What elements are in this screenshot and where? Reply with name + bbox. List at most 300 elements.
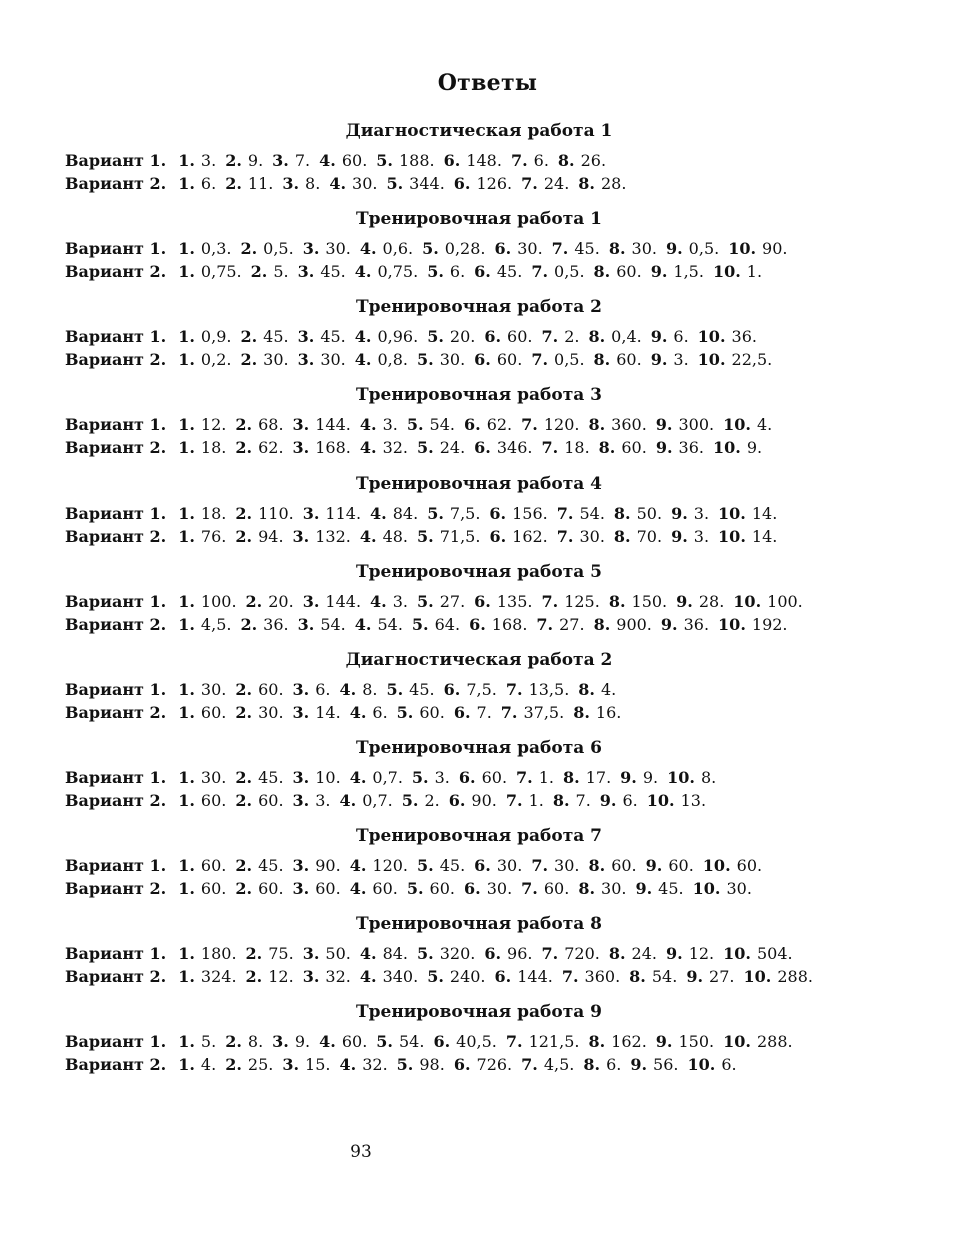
answer-number: 3. (302, 504, 320, 523)
answer-item (495, 239, 552, 258)
answer-item (454, 174, 521, 193)
answer-number: 3. (302, 967, 320, 986)
answer-value: 1. (528, 791, 544, 810)
answer-item (235, 768, 292, 787)
answer-number: 8. (578, 174, 595, 193)
answer-item (506, 791, 553, 810)
answer-item (718, 615, 796, 634)
answer-item (511, 151, 558, 170)
answer-number: 1. (178, 151, 195, 170)
answer-section (65, 206, 925, 283)
answer-item (293, 879, 350, 898)
answer-number: 9. (655, 415, 673, 434)
answer-item (609, 592, 676, 611)
answer-item (246, 944, 303, 963)
variant-row (65, 237, 925, 260)
answer-number: 1. (178, 592, 195, 611)
answer-number: 7. (531, 350, 549, 369)
answer-number: 10. (723, 1032, 751, 1051)
answer-value: 98. (419, 1055, 445, 1074)
answer-item (251, 262, 298, 281)
answer-number: 9. (671, 527, 688, 546)
answer-value: 20. (449, 327, 476, 346)
answer-value: 24. (543, 174, 570, 193)
answer-number: 4. (319, 151, 336, 170)
answer-number: 8. (629, 967, 646, 986)
answer-item (661, 615, 718, 634)
answer-value: 126. (476, 174, 513, 193)
answer-item (454, 703, 501, 722)
answer-number: 9. (650, 350, 668, 369)
answer-item (656, 438, 713, 457)
answer-value: 0,5. (688, 239, 720, 258)
answer-number: 2. (240, 327, 258, 346)
answer-item (178, 527, 235, 546)
answer-number: 10. (702, 856, 731, 875)
answer-item (713, 438, 771, 457)
variant-row (65, 525, 925, 548)
answer-value: 100. (200, 592, 237, 611)
answer-number: 10. (718, 504, 746, 523)
answer-section (65, 911, 925, 988)
answer-item (444, 151, 511, 170)
answer-item (293, 791, 340, 810)
answer-item (495, 967, 562, 986)
answer-value: 27. (559, 615, 585, 634)
answer-item (340, 791, 402, 810)
answer-section (65, 647, 925, 724)
answer-value: 7. (476, 703, 492, 722)
answer-value: 50. (636, 504, 663, 523)
answer-number: 3. (297, 615, 315, 634)
answer-item (594, 350, 651, 369)
answer-value: 121,5. (528, 1032, 580, 1051)
answer-section (65, 735, 925, 812)
answer-item (578, 174, 635, 193)
answer-number: 7. (505, 680, 523, 699)
answer-item (298, 615, 355, 634)
answer-value: 344. (409, 174, 445, 193)
answer-item (557, 504, 614, 523)
answer-value: 340. (382, 967, 419, 986)
variant-label: Вариант 1. (65, 504, 167, 523)
answer-item (370, 504, 427, 523)
answer-value: 45. (409, 680, 435, 699)
answer-number: 9. (655, 438, 673, 457)
answer-item (542, 327, 589, 346)
answer-value: 6. (200, 174, 217, 193)
answer-item (531, 350, 593, 369)
answer-item (178, 856, 235, 875)
answer-item (474, 262, 531, 281)
answer-value: 14. (751, 527, 778, 546)
answer-value: 30. (352, 174, 378, 193)
answer-item (541, 592, 608, 611)
answer-value: 30. (554, 856, 580, 875)
answer-number: 6. (464, 879, 481, 898)
answer-value: 30. (726, 879, 752, 898)
answer-number: 4. (354, 327, 372, 346)
answer-number: 6. (433, 1032, 451, 1051)
answer-number: 8. (552, 791, 570, 810)
answer-number: 8. (583, 1055, 601, 1074)
answer-item (588, 327, 650, 346)
answer-section (65, 118, 925, 195)
answer-number: 4. (359, 438, 377, 457)
section-title: Тренировочная работа 9 (355, 1002, 603, 1022)
variant-label: Вариант 1. (65, 680, 167, 699)
answer-number: 1. (178, 262, 195, 281)
variant-label: Вариант 2. (65, 791, 167, 810)
answer-value: 6. (315, 680, 331, 699)
answer-item (609, 239, 666, 258)
answer-number: 2. (235, 768, 253, 787)
answer-number: 2. (235, 504, 253, 523)
answer-item (484, 327, 541, 346)
answer-value: 70. (636, 527, 663, 546)
answer-value: 7. (294, 151, 311, 170)
answer-value: 13,5. (528, 680, 570, 699)
answer-value: 71,5. (439, 527, 481, 546)
answer-value: 6. (533, 151, 549, 170)
answer-item (484, 944, 541, 963)
variant-row (65, 789, 925, 812)
answer-number: 1. (178, 327, 195, 346)
answer-number: 10. (697, 350, 726, 369)
answer-value: 30. (517, 239, 543, 258)
answer-value: 12. (688, 944, 715, 963)
answer-value: 8. (247, 1032, 264, 1051)
answer-number: 2. (250, 262, 268, 281)
answer-number: 5. (396, 703, 414, 722)
answer-value: 1. (538, 768, 555, 787)
answer-number: 3. (302, 944, 320, 963)
answer-value: 240. (449, 967, 486, 986)
answer-number: 3. (272, 1032, 289, 1051)
answer-item (376, 1032, 433, 1051)
answer-number: 1. (178, 438, 195, 457)
answer-number: 6. (474, 262, 491, 281)
answer-value: 90. (471, 791, 497, 810)
variant-label: Вариант 2. (65, 703, 167, 722)
answer-item (671, 504, 718, 523)
answer-section (65, 294, 925, 371)
answer-item (521, 415, 588, 434)
answer-item (407, 415, 464, 434)
answer-item (402, 791, 449, 810)
page-number: 93 (350, 1142, 372, 1162)
section-title: Тренировочная работа 8 (355, 914, 603, 934)
answer-value: 0,5. (554, 262, 585, 281)
answer-value: 56. (653, 1055, 679, 1074)
answer-item (688, 1055, 746, 1074)
answer-value: 30. (325, 239, 351, 258)
answer-number: 2. (235, 415, 253, 434)
answer-item (629, 967, 686, 986)
answer-number: 5. (386, 174, 404, 193)
section-title: Тренировочная работа 5 (355, 562, 603, 582)
answer-value: 60. (507, 327, 533, 346)
answer-item (350, 879, 407, 898)
answer-item (635, 879, 692, 898)
answer-value: 0,9. (200, 327, 232, 346)
answer-item (293, 527, 360, 546)
answer-value: 30. (631, 239, 657, 258)
answer-item (417, 856, 474, 875)
answer-item (651, 327, 698, 346)
answer-number: 2. (240, 239, 258, 258)
answer-number: 5. (406, 415, 424, 434)
answer-number: 6. (453, 174, 471, 193)
answer-number: 8. (593, 262, 611, 281)
answer-item (417, 350, 474, 369)
answer-number: 9. (645, 856, 663, 875)
answer-value: 156. (512, 504, 548, 523)
answer-value: 162. (611, 1032, 647, 1051)
answer-number: 7. (556, 527, 574, 546)
answer-value: 9. (247, 151, 264, 170)
answer-number: 2. (235, 703, 253, 722)
answer-item (723, 944, 801, 963)
answer-item (235, 415, 292, 434)
answer-number: 8. (593, 350, 611, 369)
answer-number: 3. (297, 350, 315, 369)
answer-value: 720. (564, 944, 600, 963)
answer-value: 24. (631, 944, 657, 963)
answer-value: 60. (611, 856, 637, 875)
answer-item (723, 1032, 801, 1051)
answer-value: 60. (341, 1032, 368, 1051)
answer-value: 60. (372, 879, 398, 898)
answer-number: 6. (469, 615, 486, 634)
answer-number: 8. (588, 327, 606, 346)
answer-number: 5. (427, 967, 444, 986)
answer-value: 37,5. (523, 703, 565, 722)
section-title: Тренировочная работа 4 (355, 474, 603, 494)
answer-item (350, 768, 412, 787)
answer-item (178, 592, 245, 611)
answer-item (412, 615, 469, 634)
answer-item (474, 592, 541, 611)
answer-item (521, 1055, 583, 1074)
answer-value: 26. (580, 151, 607, 170)
answer-item (272, 151, 319, 170)
answer-number: 10. (733, 592, 762, 611)
answer-item (578, 879, 635, 898)
answer-number: 1. (178, 350, 195, 369)
answer-value: 726. (476, 1055, 513, 1074)
answer-item (718, 527, 786, 546)
answer-number: 2. (235, 791, 253, 810)
answer-value: 54. (579, 504, 605, 523)
answer-value: 150. (631, 592, 668, 611)
answer-value: 60. (616, 350, 642, 369)
answer-value: 10. (315, 768, 341, 787)
answer-item (614, 527, 671, 546)
answer-item (698, 350, 782, 369)
answer-number: 9. (650, 327, 668, 346)
answer-number: 4. (359, 967, 377, 986)
answer-number: 2. (245, 592, 263, 611)
answer-item (474, 856, 531, 875)
answer-value: 45. (258, 856, 284, 875)
answer-number: 5. (386, 680, 404, 699)
answer-item (417, 944, 484, 963)
answer-number: 6. (494, 967, 512, 986)
answer-value: 0,7. (372, 768, 403, 787)
answer-value: 40,5. (456, 1032, 497, 1051)
answer-number: 2. (235, 438, 253, 457)
answer-number: 7. (561, 967, 579, 986)
answer-value: 360. (584, 967, 621, 986)
answer-item (303, 504, 370, 523)
answer-item (531, 262, 593, 281)
answer-value: 68. (258, 415, 284, 434)
answer-item (542, 438, 599, 457)
answer-section (65, 382, 925, 459)
answer-item (360, 944, 417, 963)
answer-value: 60. (419, 703, 445, 722)
answer-value: 60. (481, 768, 508, 787)
answer-item (397, 703, 454, 722)
answer-item (178, 239, 240, 258)
answer-number: 7. (541, 438, 559, 457)
answer-number: 4. (354, 615, 372, 634)
answer-number: 6. (489, 527, 507, 546)
answer-item (713, 262, 771, 281)
answer-number: 8. (613, 527, 631, 546)
answer-number: 4. (359, 527, 377, 546)
answer-value: 45. (258, 768, 284, 787)
answer-value: 45. (658, 879, 684, 898)
answer-number: 2. (235, 680, 253, 699)
answer-value: 8. (362, 680, 378, 699)
answer-value: 7,5. (466, 680, 497, 699)
answer-item (225, 1055, 282, 1074)
answer-item (666, 239, 728, 258)
variant-label: Вариант 2. (65, 967, 167, 986)
answer-number: 8. (563, 768, 580, 787)
answer-item (521, 174, 578, 193)
variant-label: Вариант 1. (65, 1032, 167, 1051)
answer-number: 3. (302, 592, 320, 611)
answer-value: 60. (258, 879, 284, 898)
answer-value: 168. (315, 438, 351, 457)
answer-value: 76. (200, 527, 227, 546)
answer-number: 5. (417, 438, 434, 457)
answer-value: 28. (698, 592, 725, 611)
answer-number: 10. (667, 768, 695, 787)
answer-item (319, 151, 376, 170)
answer-number: 1. (178, 768, 195, 787)
answer-number: 5. (427, 262, 444, 281)
answer-value: 3. (200, 151, 217, 170)
answer-item (698, 327, 766, 346)
answer-value: 45. (320, 262, 346, 281)
answer-value: 60. (200, 879, 227, 898)
answer-value: 60. (200, 703, 227, 722)
answer-number: 6. (484, 327, 502, 346)
answer-item (433, 1032, 505, 1051)
answer-number: 1. (178, 879, 195, 898)
answer-value: 188. (398, 151, 435, 170)
section-title: Тренировочная работа 7 (355, 826, 603, 846)
answer-value: 60. (341, 151, 368, 170)
answer-value: 2. (424, 791, 440, 810)
answer-item (240, 327, 297, 346)
answer-number: 7. (551, 239, 569, 258)
answer-value: 30. (439, 350, 466, 369)
answer-value: 6. (449, 262, 466, 281)
answer-value: 180. (200, 944, 237, 963)
answer-value: 90. (762, 239, 788, 258)
answer-item (178, 438, 235, 457)
answer-number: 7. (505, 791, 523, 810)
answer-number: 4. (349, 856, 367, 875)
answer-number: 1. (178, 527, 195, 546)
answer-value: 27. (709, 967, 735, 986)
answer-number: 3. (292, 438, 310, 457)
answer-value: 3. (693, 527, 710, 546)
answer-item (355, 327, 427, 346)
answer-number: 9. (620, 768, 637, 787)
answer-item (536, 615, 593, 634)
answer-number: 2. (225, 1032, 242, 1051)
answer-number: 5. (417, 856, 434, 875)
answer-value: 0,7. (362, 791, 393, 810)
answer-value: 36. (263, 615, 289, 634)
answer-item (474, 350, 531, 369)
answer-item (422, 239, 494, 258)
answer-number: 4. (329, 174, 347, 193)
variant-row (65, 502, 925, 525)
answer-number: 3. (302, 239, 320, 258)
section-title: Диагностическая работа 1 (345, 121, 613, 141)
answer-item (417, 527, 489, 546)
answer-number: 9. (650, 262, 668, 281)
answer-section (65, 823, 925, 900)
answer-value: 5. (200, 1032, 217, 1051)
answer-item (703, 856, 771, 875)
answer-value: 28. (600, 174, 627, 193)
section-title: Тренировочная работа 2 (355, 297, 603, 317)
answer-value: 0,6. (382, 239, 414, 258)
answer-value: 320. (439, 944, 476, 963)
answer-item (464, 415, 521, 434)
answer-value: 0,96. (377, 327, 419, 346)
answer-number: 4. (319, 1032, 336, 1051)
section-title: Тренировочная работа 6 (355, 738, 603, 758)
section-title: Тренировочная работа 3 (355, 385, 603, 405)
answer-item (293, 768, 350, 787)
variant-label: Вариант 2. (65, 879, 167, 898)
answer-value: 300. (678, 415, 715, 434)
answer-value: 3. (673, 350, 689, 369)
answer-number: 2. (225, 151, 242, 170)
answer-number: 1. (178, 615, 195, 634)
answer-value: 2. (564, 327, 580, 346)
answer-number: 8. (573, 703, 590, 722)
answer-item (360, 415, 407, 434)
answer-number: 2. (245, 944, 263, 963)
section-title: Тренировочная работа 1 (355, 209, 603, 229)
answer-number: 10. (723, 944, 751, 963)
answer-number: 1. (178, 944, 195, 963)
answer-value: 75. (268, 944, 294, 963)
answer-value: 6. (622, 791, 638, 810)
answer-value: 30. (200, 680, 227, 699)
answer-item (360, 527, 417, 546)
